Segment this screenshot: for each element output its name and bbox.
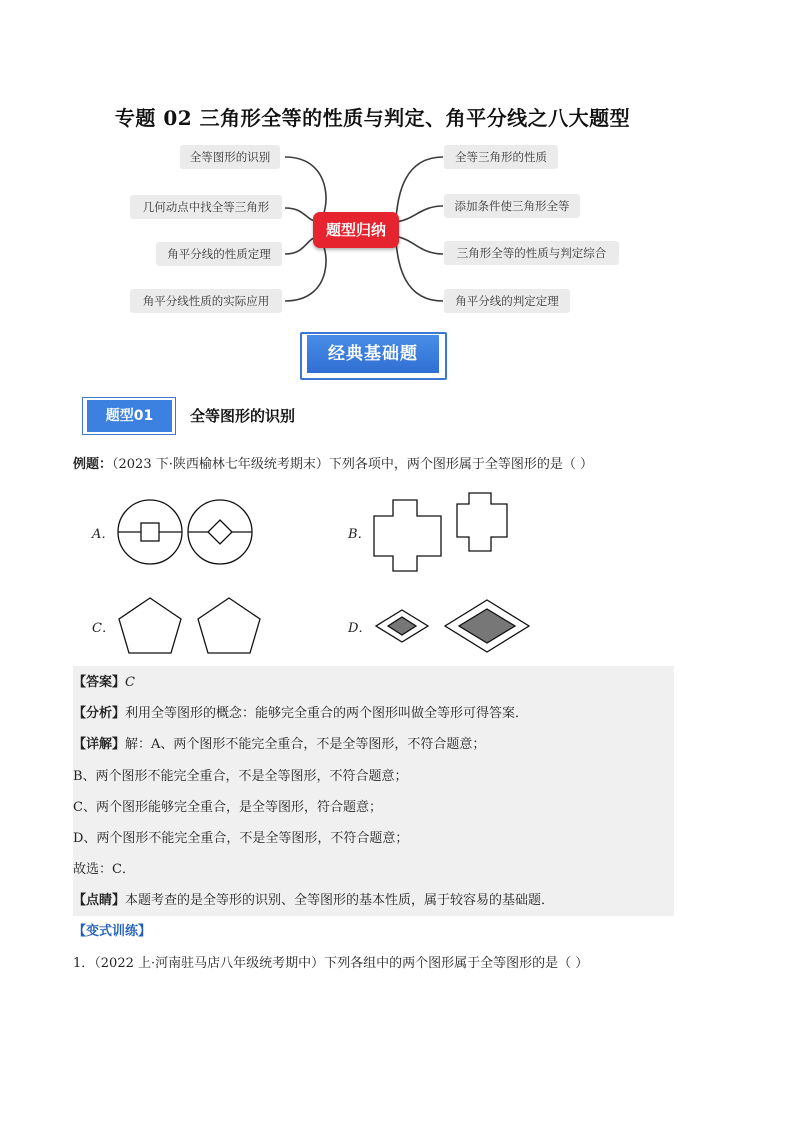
example-label: 例题： — [73, 457, 113, 472]
example-question — [73, 455, 593, 475]
mindmap-left-2: 几何动点中找全等三角形 — [130, 195, 282, 219]
option-d-figure — [372, 598, 537, 658]
option-c-label: C． — [92, 621, 115, 636]
answer-line — [73, 673, 135, 693]
analysis-text: 利用全等图形的概念：能够完全重合的两个图形叫做全等形可得答案． — [125, 706, 529, 721]
mindmap-right-1: 全等三角形的性质 — [444, 145, 558, 169]
section-banner: 经典基础题 — [307, 335, 439, 373]
option-b-label: B． — [348, 527, 371, 542]
analysis-line — [73, 704, 528, 724]
question-1: 1．（2022 上·河南驻马店八年级统考期中）下列各组中的两个图形属于全等图形的是（ ） — [73, 956, 589, 971]
variant-heading: 【变式训练】 — [73, 924, 152, 939]
mindmap-center: 题型归纳 — [313, 212, 399, 248]
comment-label: 【点睛】 — [73, 893, 126, 908]
mindmap-right-2: 添加条件使三角形全等 — [444, 194, 580, 218]
detail-text-1: 解：A、两个图形不能完全重合，不是全等图形，不符合题意； — [125, 737, 486, 752]
answer-value: C — [125, 675, 135, 690]
mindmap-left-3: 角平分线的性质定理 — [156, 242, 282, 266]
option-d-label: D． — [348, 621, 372, 636]
mindmap-right-3: 三角形全等的性质与判定综合 — [444, 241, 619, 265]
comment-line — [73, 891, 554, 911]
type-title: 全等图形的识别 — [190, 407, 296, 425]
example-text: （2023 下·陕西榆林七年级统考期末）下列各项中，两个图形属于全等图形的是（ ） — [112, 457, 593, 472]
mindmap-left-1: 全等图形的识别 — [180, 145, 280, 169]
option-a-figure — [116, 498, 256, 566]
answer-label: 【答案】 — [73, 675, 126, 690]
detail-line-1 — [73, 735, 485, 755]
mindmap-right-4: 角平分线的判定定理 — [444, 289, 570, 313]
detail-label: 【详解】 — [73, 737, 126, 752]
detail-line-5: 故选：C． — [73, 862, 135, 877]
detail-line-3: C、两个图形能够完全重合，是全等图形，符合题意； — [73, 800, 382, 815]
analysis-label: 【分析】 — [73, 706, 126, 721]
option-b-figure — [372, 492, 512, 574]
detail-line-2: B、两个图形不能完全重合，不是全等图形，不符合题意； — [73, 769, 408, 784]
type-tag: 题型01 — [87, 400, 172, 432]
detail-line-4: D、两个图形不能完全重合，不是全等图形，不符合题意； — [73, 831, 409, 846]
mindmap-left-4: 角平分线性质的实际应用 — [130, 289, 282, 313]
comment-text: 本题考查的是全等形的识别、全等图形的基本性质，属于较容易的基础题． — [125, 893, 555, 908]
option-c-figure — [116, 595, 266, 657]
option-a-label: A． — [92, 527, 115, 542]
page-title: 专题 02 三角形全等的性质与判定、角平分线之八大题型 — [114, 106, 631, 130]
